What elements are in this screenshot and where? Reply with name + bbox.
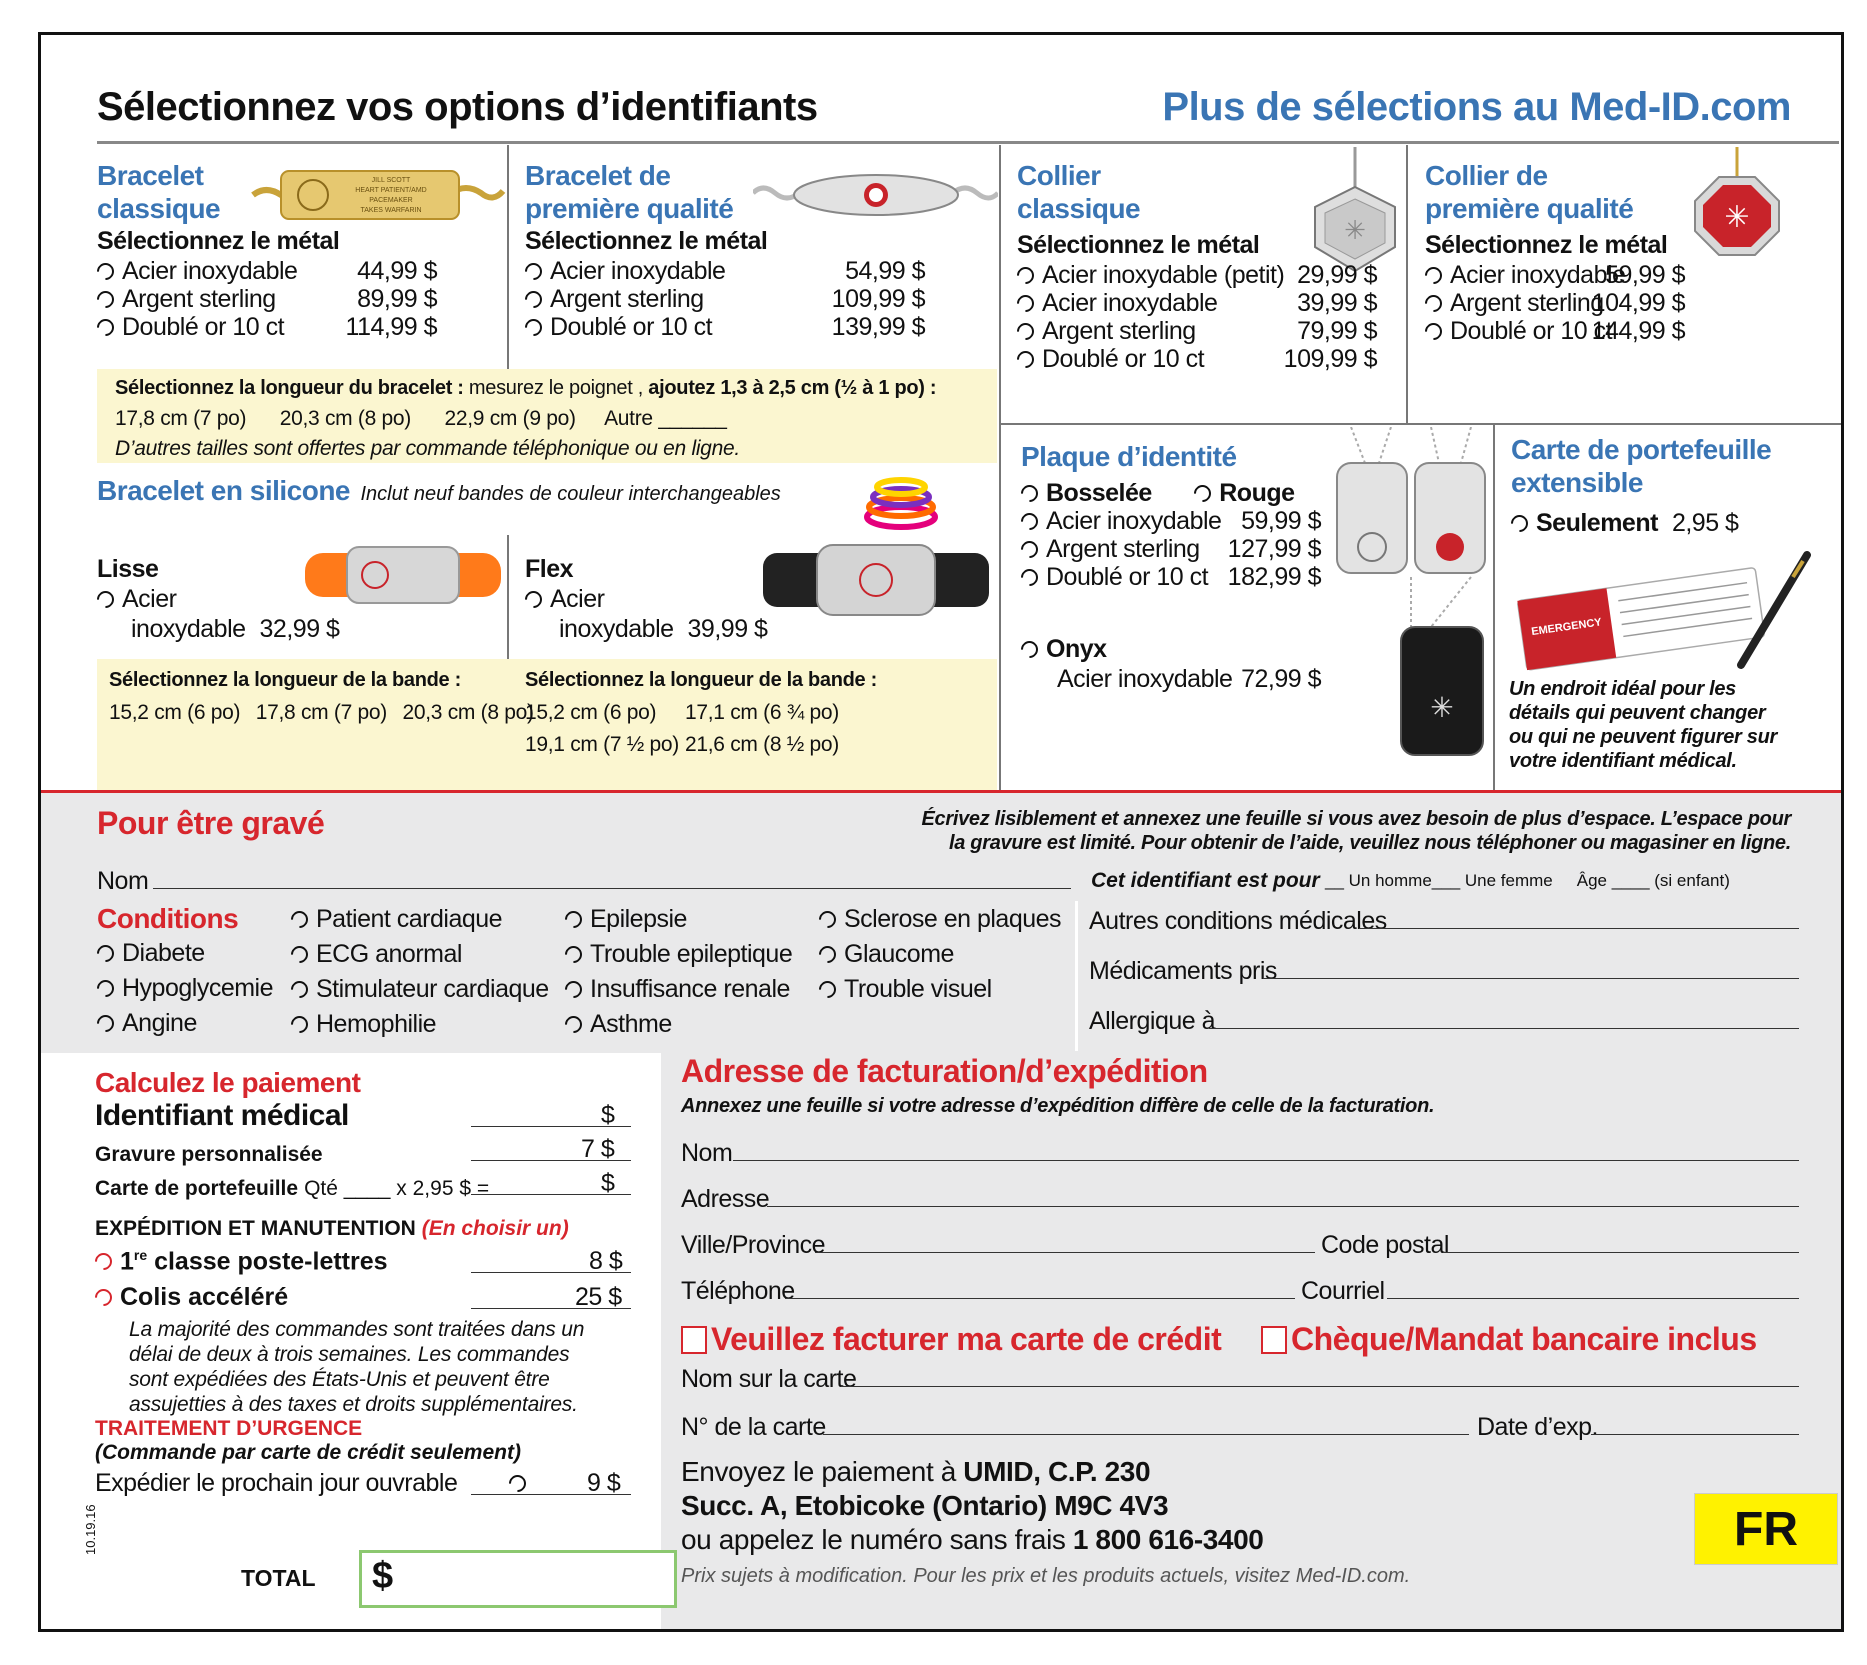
- option-gold[interactable]: Doublé or 10 ct 109,99 $: [1017, 345, 1397, 373]
- radio-icon[interactable]: [91, 1285, 115, 1309]
- radio-icon[interactable]: [93, 941, 117, 965]
- other-conditions-input[interactable]: [1359, 927, 1799, 929]
- conditions-col2: [291, 905, 549, 1045]
- option-steel[interactable]: Acier inoxydable 54,99 $: [525, 257, 955, 285]
- onyx-row: Acier inoxydable 72,99 $: [1057, 665, 1321, 693]
- mailing-info: Envoyez le paiement à UMID, C.P. 230 Succ. A, Etobicoke (Ontario) M9C 4V3 ou appelez le numéro sans frais 1 800 616-3400: [681, 1456, 1264, 1555]
- billing-title: Adresse de facturation/d’expédition: [681, 1053, 1208, 1089]
- next-day-option[interactable]: [509, 1469, 534, 1498]
- billing-name-input[interactable]: [733, 1159, 1799, 1161]
- medications-input[interactable]: [1263, 977, 1799, 979]
- engraving-price: 7 $: [581, 1135, 615, 1163]
- wallet-card-title: Carte de portefeuille extensible: [1511, 434, 1772, 498]
- total-dollar: $: [372, 1555, 394, 1597]
- smooth-band-length-label: Sélectionnez la longueur de la bande :: [109, 669, 461, 691]
- smooth-title: Lisse: [97, 555, 159, 583]
- condition-seizure[interactable]: Trouble epileptique: [565, 940, 792, 975]
- engraving-label: Gravure personnalisée: [95, 1143, 323, 1166]
- select-metal-label: Sélectionnez le métal: [1017, 231, 1260, 259]
- radio-icon[interactable]: [1013, 319, 1037, 343]
- phone-label: Téléphone: [681, 1277, 795, 1305]
- card-label: EMERGENCY: [1530, 616, 1603, 639]
- radio-icon[interactable]: [505, 1471, 529, 1495]
- option-steel[interactable]: Acier inoxydable 59,99 $: [1425, 261, 1785, 289]
- website-link[interactable]: Plus de sélections au Med-ID.com: [1162, 85, 1791, 129]
- expiry-input[interactable]: [1591, 1433, 1799, 1435]
- flex-band-image: [761, 543, 991, 617]
- classic-necklace-options: [1017, 261, 1397, 373]
- radio-icon[interactable]: [1017, 509, 1041, 533]
- radio-icon[interactable]: [93, 315, 117, 339]
- conditions-title: Conditions: [97, 903, 239, 934]
- option-steel[interactable]: Acier inoxydable 59,99 $: [1021, 507, 1321, 535]
- expiry-label: Date d’exp.: [1477, 1413, 1598, 1441]
- radio-icon[interactable]: [93, 287, 117, 311]
- option-steel[interactable]: Acier inoxydable 39,99 $: [1017, 289, 1397, 317]
- option-gold[interactable]: Doublé or 10 ct 182,99 $: [1021, 563, 1321, 591]
- condition-hypoglycemia[interactable]: Hypoglycemie: [97, 974, 273, 1009]
- radio-icon[interactable]: [561, 907, 585, 931]
- divider: [507, 145, 509, 399]
- divider: [1493, 425, 1495, 790]
- age-label: Âge: [1576, 871, 1607, 890]
- option-silver[interactable]: Argent sterling 89,99 $: [97, 285, 487, 313]
- engrave-line: HEART PATIENT/AMD: [355, 187, 427, 194]
- condition-diabetes[interactable]: Diabete: [97, 939, 273, 974]
- id-for-label: Cet identifiant est pour: [1091, 869, 1320, 892]
- classic-bracelet-options: [97, 257, 487, 341]
- flex-option[interactable]: Acier: [525, 585, 604, 614]
- total-input[interactable]: [359, 1550, 677, 1608]
- engrave-line: PACEMAKER: [369, 197, 413, 204]
- radio-icon[interactable]: [1421, 319, 1445, 343]
- divider: [1075, 901, 1078, 1051]
- card-name-input[interactable]: [841, 1385, 1799, 1387]
- smooth-sizes[interactable]: [109, 701, 534, 725]
- condition-ecg[interactable]: ECG anormal: [291, 940, 549, 975]
- engrave-line: JILL SCOTT: [371, 177, 411, 184]
- dogtag-style-options[interactable]: Bosselée Rouge: [1021, 479, 1295, 508]
- condition-pacemaker[interactable]: Stimulateur cardiaque: [291, 975, 549, 1010]
- color-bands-image: [861, 475, 941, 533]
- postal-input[interactable]: [1443, 1251, 1799, 1253]
- radio-icon[interactable]: [1017, 537, 1041, 561]
- shipping-title: EXPÉDITION ET MANUTENTION (En choisir un): [95, 1217, 569, 1240]
- card-number-label: N° de la carte: [681, 1413, 826, 1441]
- condition-angina[interactable]: Angine: [97, 1009, 273, 1044]
- premium-bracelet-title: Bracelet de première qualité: [525, 160, 734, 224]
- dogtag-image: [1331, 427, 1491, 777]
- size-option[interactable]: 17,8 cm (7 po): [115, 407, 247, 430]
- wallet-qty-row[interactable]: Carte de portefeuille Qté ____ x 2,95 $ =: [95, 1177, 490, 1200]
- onyx-option[interactable]: Onyx: [1021, 635, 1107, 664]
- radio-icon[interactable]: [1017, 565, 1041, 589]
- engrave-line: TAKES WARFARIN: [360, 207, 422, 214]
- size-option[interactable]: 20,3 cm (8 po): [402, 701, 534, 724]
- radio-icon[interactable]: [815, 942, 839, 966]
- svg-text:✳: ✳: [1724, 200, 1750, 235]
- silicone-title: Bracelet en silicone Inclut neuf bandes de couleur interchangeables: [97, 475, 781, 506]
- option-gold[interactable]: Doublé or 10 ct 139,99 $: [525, 313, 955, 341]
- engrave-note: Écrivez lisiblement et annexez une feuille si vous avez besoin de plus d’espace. L’espace pour la gravure est limité. Pour obtenir de l’aide, veuillez nous téléphoner ou magasiner en ligne.: [921, 808, 1791, 854]
- select-metal-label: Sélectionnez le métal: [1425, 231, 1668, 259]
- svg-text:✳: ✳: [1344, 216, 1366, 246]
- engrave-name-input[interactable]: [153, 887, 1071, 889]
- engrave-title: Pour être gravé: [97, 805, 325, 841]
- radio-icon[interactable]: [93, 976, 117, 1000]
- size-option[interactable]: Autre ______: [604, 407, 727, 430]
- medications-label: Médicaments pris: [1089, 957, 1277, 985]
- option-silver[interactable]: Argent sterling 127,99 $: [1021, 535, 1321, 563]
- premium-bracelet-options: [525, 257, 955, 341]
- disclaimer: Prix sujets à modification. Pour les prix et les produits actuels, visitez Med-ID.com.: [681, 1565, 1411, 1587]
- radio-icon[interactable]: [1421, 263, 1445, 287]
- radio-icon[interactable]: [93, 1011, 117, 1035]
- express-option[interactable]: Colis accéléré: [95, 1283, 288, 1312]
- classic-necklace-title: Collier classique: [1017, 160, 1141, 224]
- option-man[interactable]: Un homme: [1348, 871, 1432, 890]
- postal-label: Code postal: [1321, 1231, 1449, 1259]
- size-option[interactable]: 17,8 cm (7 po): [255, 701, 387, 724]
- flex-band-length-label: Sélectionnez la longueur de la bande :: [525, 669, 877, 691]
- divider: [999, 145, 1001, 790]
- radio-icon[interactable]: [521, 259, 545, 283]
- flex-size-option[interactable]: 17,1 cm (6 ¾ po): [685, 701, 839, 724]
- rush-subtitle: (Commande par carte de crédit seulement): [95, 1441, 521, 1464]
- wallet-card-option[interactable]: Seulement 2,95 $: [1511, 509, 1738, 538]
- classic-bracelet-image: [251, 163, 506, 225]
- radio-icon[interactable]: [1017, 637, 1041, 661]
- radio-icon[interactable]: [287, 1012, 311, 1036]
- card-name-label: Nom sur la carte: [681, 1365, 857, 1393]
- radio-icon[interactable]: [1191, 481, 1215, 505]
- bracelet-sizes[interactable]: [115, 407, 727, 431]
- smooth-option-line2: inoxydable 32,99 $: [131, 615, 340, 643]
- condition-renal[interactable]: Insuffisance renale: [565, 975, 792, 1010]
- email-label: Courriel: [1301, 1277, 1385, 1305]
- flex-option-line2: inoxydable 39,99 $: [559, 615, 768, 643]
- address-input[interactable]: [767, 1205, 1799, 1207]
- first-class-option[interactable]: 1re classe poste-lettres: [95, 1247, 388, 1276]
- option-gold[interactable]: Doublé or 10 ct 144,99 $: [1425, 317, 1785, 345]
- condition-visual[interactable]: Trouble visuel: [819, 975, 1061, 1010]
- radio-icon[interactable]: [91, 1250, 115, 1274]
- radio-icon[interactable]: [815, 907, 839, 931]
- other-conditions-label: Autres conditions médicales: [1089, 907, 1387, 935]
- option-gold[interactable]: Doublé or 10 ct 114,99 $: [97, 313, 487, 341]
- radio-icon[interactable]: [287, 977, 311, 1001]
- premium-bracelet-image: [753, 165, 998, 225]
- checkbox[interactable]: [1261, 1326, 1287, 1354]
- condition-glaucoma[interactable]: Glaucome: [819, 940, 1061, 975]
- radio-icon[interactable]: [561, 1012, 585, 1036]
- header-divider: [97, 141, 1839, 144]
- conditions-col1: [97, 939, 273, 1044]
- size-option[interactable]: 20,3 cm (8 po): [279, 407, 411, 430]
- smooth-option[interactable]: Acier: [97, 585, 176, 614]
- option-woman[interactable]: Une femme: [1464, 871, 1553, 890]
- engrave-name-label: Nom: [97, 867, 149, 895]
- divider: [1001, 423, 1841, 425]
- radio-icon[interactable]: [815, 977, 839, 1001]
- processing-note: La majorité des commandes sont traitées dans un délai de deux à trois semaines. Les commandes sont expédiées des États-Unis et peuvent être assujetties à des taxes et droits supplémentaires.: [129, 1318, 585, 1416]
- classic-necklace-image: [1307, 147, 1403, 277]
- option-steel-small[interactable]: Acier inoxydable (petit) 29,99 $: [1017, 261, 1397, 289]
- express-price: 25 $: [575, 1283, 622, 1311]
- flex-title: Flex: [525, 555, 574, 583]
- flex-size-option[interactable]: 19,1 cm (7 ½ po): [525, 733, 679, 756]
- wallet-card-image: [1511, 547, 1811, 677]
- radio-icon[interactable]: [1013, 347, 1037, 371]
- dogtag-options: [1021, 507, 1321, 591]
- flex-size-option[interactable]: 21,6 cm (8 ½ po): [685, 733, 839, 756]
- bracelet-length-label: Sélectionnez la longueur du bracelet : mesurez le poignet , ajoutez 1,3 à 2,5 cm (½ à 1 po) :: [115, 377, 937, 399]
- premium-necklace-image: [1691, 147, 1783, 259]
- conditions-col4: [819, 905, 1061, 1010]
- city-input[interactable]: [815, 1251, 1315, 1253]
- radio-icon[interactable]: [287, 942, 311, 966]
- cheque-option[interactable]: Chèque/Mandat bancaire inclus: [1261, 1321, 1757, 1358]
- phone-input[interactable]: [785, 1297, 1295, 1299]
- next-day-price: 9 $: [587, 1469, 621, 1497]
- radio-icon[interactable]: [561, 942, 585, 966]
- divider: [1406, 145, 1408, 425]
- billing-note: Annexez une feuille si votre adresse d’expédition diffère de celle de la facturation.: [681, 1095, 1435, 1117]
- option-silver[interactable]: Argent sterling 104,99 $: [1425, 289, 1785, 317]
- flex-size-option[interactable]: 15,2 cm (6 po): [525, 701, 657, 724]
- child-note: (si enfant): [1654, 871, 1730, 890]
- option-silver[interactable]: Argent sterling 79,99 $: [1017, 317, 1397, 345]
- condition-cardiac[interactable]: Patient cardiaque: [291, 905, 549, 940]
- smooth-band-image: [303, 543, 503, 605]
- radio-icon[interactable]: [1013, 263, 1037, 287]
- radio-icon[interactable]: [1017, 481, 1041, 505]
- language-badge: FR: [1694, 1493, 1838, 1565]
- address-label: Adresse: [681, 1185, 770, 1213]
- classic-bracelet-title: Bracelet classique: [97, 160, 221, 224]
- size-option[interactable]: 22,9 cm (9 po): [444, 407, 576, 430]
- dogtag-title: Plaque d’identité: [1021, 441, 1237, 472]
- radio-icon[interactable]: [1013, 291, 1037, 315]
- radio-icon[interactable]: [521, 587, 545, 611]
- dollar-sign: $: [601, 1169, 615, 1197]
- premium-necklace-title: Collier de première qualité: [1425, 160, 1634, 224]
- page-title: Sélectionnez vos options d’identifiants: [97, 85, 818, 129]
- wallet-card-note: Un endroit idéal pour les détails qui peuvent changer ou qui ne peuvent figurer sur votre identifiant médical.: [1509, 678, 1777, 772]
- city-label: Ville/Province: [681, 1231, 826, 1259]
- condition-asthma[interactable]: Asthme: [565, 1010, 792, 1045]
- bracelet-length-note: D’autres tailles sont offertes par commande téléphonique ou en ligne.: [115, 437, 740, 460]
- radio-icon[interactable]: [521, 315, 545, 339]
- radio-icon[interactable]: [287, 907, 311, 931]
- select-metal-label: Sélectionnez le métal: [525, 227, 768, 255]
- premium-necklace-options: [1425, 261, 1785, 345]
- next-day-label: Expédier le prochain jour ouvrable: [95, 1469, 458, 1497]
- svg-text:✳: ✳: [1430, 691, 1454, 724]
- radio-icon[interactable]: [1507, 511, 1531, 535]
- select-metal-label: Sélectionnez le métal: [97, 227, 340, 255]
- radio-icon[interactable]: [93, 587, 117, 611]
- credit-card-option[interactable]: Veuillez facturer ma carte de crédit: [681, 1321, 1221, 1358]
- radio-icon[interactable]: [93, 259, 117, 283]
- email-input[interactable]: [1387, 1297, 1799, 1299]
- dollar-sign: $: [601, 1101, 615, 1129]
- card-number-input[interactable]: [823, 1433, 1469, 1435]
- order-form: [38, 32, 1844, 1632]
- form-date: 10.19.16: [83, 1504, 98, 1555]
- payment-title: Calculez le paiement: [95, 1067, 361, 1098]
- option-silver[interactable]: Argent sterling 109,99 $: [525, 285, 955, 313]
- radio-icon[interactable]: [521, 287, 545, 311]
- total-label: TOTAL: [241, 1565, 316, 1591]
- option-steel[interactable]: Acier inoxydable 44,99 $: [97, 257, 487, 285]
- size-option[interactable]: 15,2 cm (6 po): [109, 701, 241, 724]
- condition-hemophilia[interactable]: Hemophilie: [291, 1010, 549, 1045]
- rush-title: TRAITEMENT D’URGENCE: [95, 1417, 363, 1440]
- radio-icon[interactable]: [1421, 291, 1445, 315]
- first-class-price: 8 $: [589, 1247, 623, 1275]
- radio-icon[interactable]: [561, 977, 585, 1001]
- condition-epilepsy[interactable]: Epilepsie: [565, 905, 792, 940]
- id-for-options[interactable]: __ Un homme___ Une femme Âge ____ (si enfant): [1325, 871, 1730, 890]
- checkbox[interactable]: [681, 1326, 707, 1354]
- allergy-label: Allergique à: [1089, 1007, 1216, 1035]
- conditions-col3: [565, 905, 792, 1045]
- condition-ms[interactable]: Sclerose en plaques: [819, 905, 1061, 940]
- allergy-input[interactable]: [1209, 1027, 1799, 1029]
- medid-label: Identifiant médical: [95, 1099, 349, 1132]
- billing-name-label: Nom: [681, 1139, 733, 1167]
